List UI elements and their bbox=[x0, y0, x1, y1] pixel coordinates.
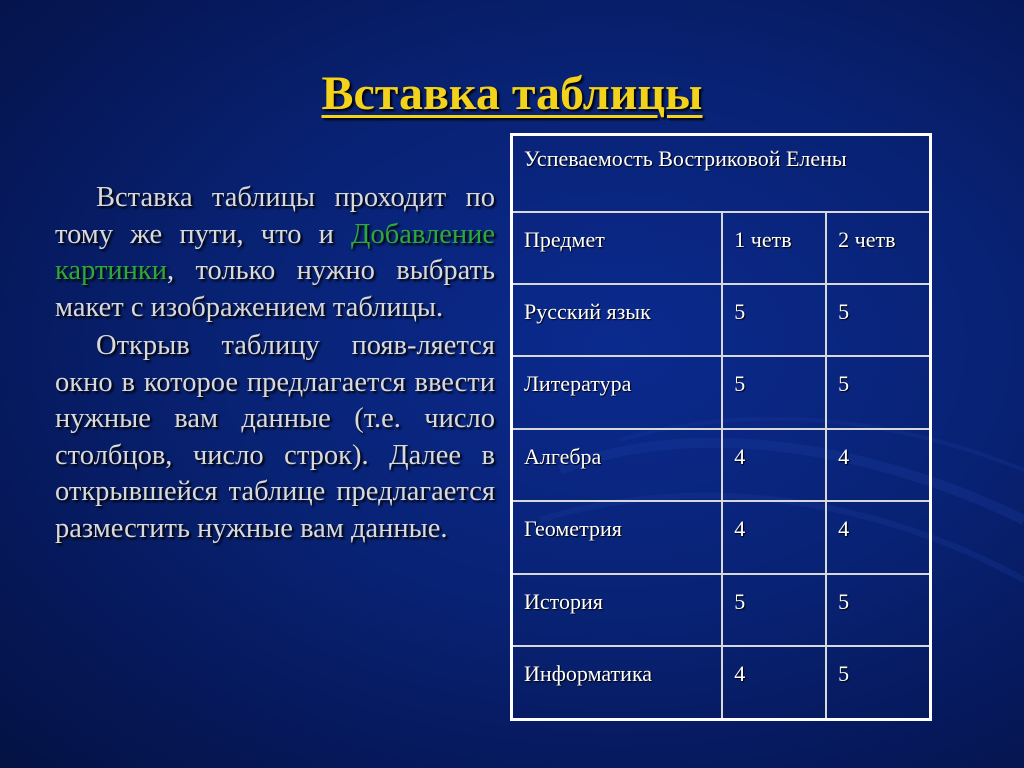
paragraph-2: Открыв таблицу появ-ляется окно в которое предлагается ввести нужные вам данные (т.е. число столбцов, число строк). Далее в открывшейся таблице предлагается разместить нужные вам данные. bbox=[55, 330, 495, 544]
slide-title: Вставка таблицы bbox=[321, 67, 703, 120]
header-quarter-2: 2 четв bbox=[826, 212, 930, 284]
subject-cell: Геометрия bbox=[512, 501, 723, 573]
grade-cell: 5 bbox=[826, 284, 930, 356]
table-row bbox=[512, 574, 931, 646]
grade-cell: 4 bbox=[722, 501, 826, 573]
table-row bbox=[512, 356, 931, 428]
grade-cell: 5 bbox=[826, 574, 930, 646]
highlighted-phrase: Добавление картинки bbox=[55, 218, 495, 286]
grades-table bbox=[510, 133, 932, 721]
grade-cell: 4 bbox=[722, 646, 826, 719]
subject-cell: История bbox=[512, 574, 723, 646]
header-quarter-1: 1 четв bbox=[722, 212, 826, 284]
subject-cell: Русский язык bbox=[512, 284, 723, 356]
table-caption: Успеваемость Востриковой Елены bbox=[512, 135, 931, 212]
grade-cell: 5 bbox=[826, 356, 930, 428]
table-row bbox=[512, 284, 931, 356]
table-row bbox=[512, 429, 931, 501]
grade-cell: 5 bbox=[826, 646, 930, 719]
subject-cell: Информатика bbox=[512, 646, 723, 719]
grade-cell: 5 bbox=[722, 284, 826, 356]
grade-cell: 5 bbox=[722, 574, 826, 646]
grade-cell: 5 bbox=[722, 356, 826, 428]
grade-cell: 4 bbox=[722, 429, 826, 501]
grade-cell: 4 bbox=[826, 429, 930, 501]
paragraph-1-start: Вставка таблицы проходит по тому же пути, что и bbox=[55, 182, 495, 250]
table-header-row bbox=[512, 212, 931, 284]
subject-cell: Алгебра bbox=[512, 429, 723, 501]
table-row bbox=[512, 501, 931, 573]
paragraph-1 bbox=[55, 180, 495, 326]
table-caption-row bbox=[512, 135, 931, 212]
subject-cell: Литература bbox=[512, 356, 723, 428]
grade-cell: 4 bbox=[826, 501, 930, 573]
table-row bbox=[512, 646, 931, 719]
body-text bbox=[55, 180, 495, 547]
paragraph-1-end: , только нужно выбрать макет с изображением таблицы. bbox=[55, 255, 495, 323]
header-subject: Предмет bbox=[512, 212, 723, 284]
